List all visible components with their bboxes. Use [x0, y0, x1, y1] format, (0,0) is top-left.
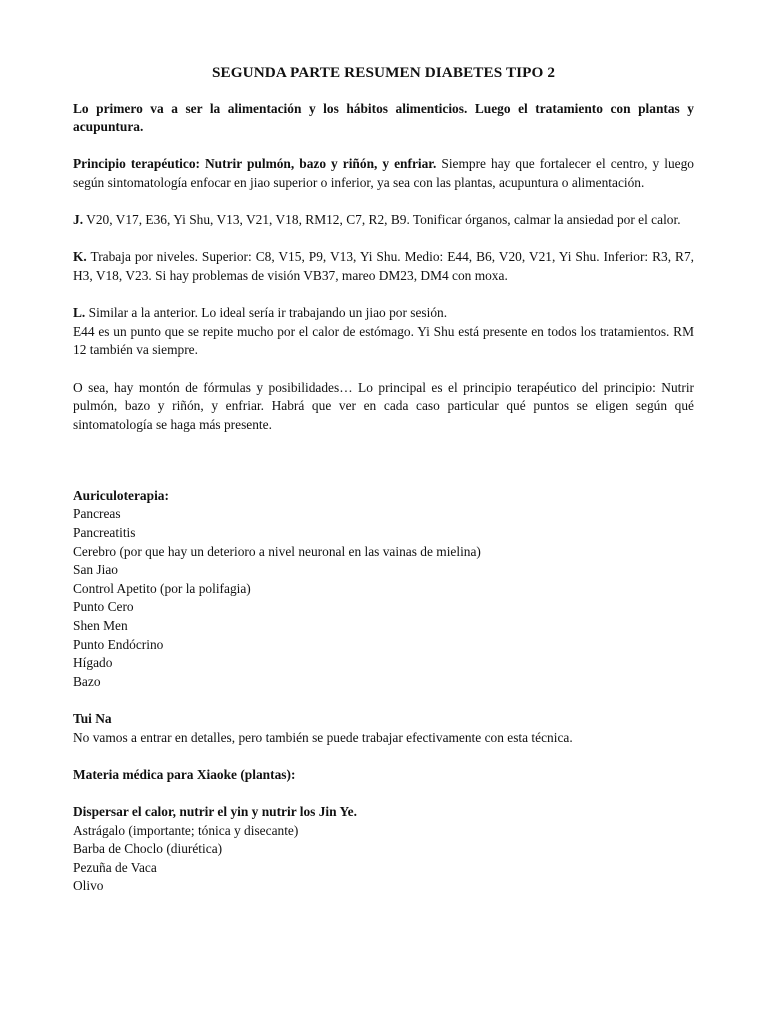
list-item: Pancreatitis — [73, 525, 136, 541]
list-item: Olivo — [73, 878, 104, 894]
list-item: Control Apetito (por la polifagia) — [73, 580, 251, 596]
principio-paragraph — [73, 155, 694, 192]
list-item: Punto Cero — [73, 599, 134, 615]
materia-heading: Materia médica para Xiaoke (plantas): — [73, 766, 296, 782]
tuina-section — [73, 710, 694, 747]
document-title: SEGUNDA PARTE RESUMEN DIABETES TIPO 2 — [211, 64, 556, 81]
dispersar-heading: Dispersar el calor, nutrir el yin y nutrir los Jin Ye. — [73, 803, 357, 819]
k-label: K. — [73, 249, 87, 265]
list-item: Punto Endócrino — [73, 636, 164, 652]
list-item: Barba de Choclo (diurética) — [73, 841, 223, 857]
auriculo-section — [73, 487, 694, 692]
spacer — [73, 453, 694, 487]
l-label: L. — [73, 305, 86, 321]
tuina-heading: Tui Na — [73, 711, 112, 726]
list-item: Shen Men — [73, 618, 128, 634]
list-item: Pezuña de Vaca — [73, 859, 157, 875]
k-paragraph — [73, 248, 694, 285]
l-line-1 — [73, 304, 694, 323]
j-label: J. — [73, 212, 84, 228]
dispersar-section — [73, 803, 694, 896]
principio-text: Siempre hay que fortalecer el centro, y luego según sintomatología enfocar en jiao superior o inferior, ya sea con las plantas, acupuntura o alimentación. — [73, 156, 694, 190]
auriculo-heading: Auriculoterapia: — [73, 487, 169, 503]
l-text: Similar a la anterior. Lo ideal sería ir trabajando un jiao por sesión. — [85, 305, 448, 321]
intro-paragraph: Lo primero va a ser la alimentación y los hábitos alimenticios. Luego el tratamiento con plantas y acupuntura. — [73, 100, 694, 135]
list-item: Bazo — [73, 673, 101, 689]
list-item: Cerebro (por que hay un deterioro a nivel neuronal en las vainas de mielina) — [73, 543, 481, 559]
j-text: V20, V17, E36, Yi Shu, V13, V21, V18, RM12, C7, R2, B9. Tonificar órganos, calmar la ansiedad por el calor. — [83, 212, 681, 228]
summary-paragraph: O sea, hay montón de fórmulas y posibilidades… Lo principal es el principio terapéutico del principio: Nutrir pulmón, bazo y riñón, y enfriar. Habrá que ver en cada caso particular qué puntos se eligen según qué sintomatología se haga más presente. — [73, 379, 694, 432]
list-item: Astrágalo (importante; tónica y disecante) — [73, 822, 299, 838]
j-paragraph — [73, 211, 694, 230]
document-page — [73, 64, 694, 915]
list-item: Hígado — [73, 655, 113, 671]
tuina-text: No vamos a entrar en detalles, pero también se puede trabajar efectivamente con esta técnica. — [73, 729, 573, 745]
l-paragraph — [73, 304, 694, 360]
principio-label: Principio terapéutico: Nutrir pulmón, bazo y riñón, y enfriar. — [73, 156, 437, 172]
list-item: San Jiao — [73, 562, 119, 578]
l-text-2: E44 es un punto que se repite mucho por el calor de estómago. Yi Shu está presente en todos los tratamientos. RM 12 también va siempre. — [73, 323, 694, 358]
list-item: Pancreas — [73, 506, 121, 522]
k-text: Trabaja por niveles. Superior: C8, V15, P9, V13, Yi Shu. Medio: E44, B6, V20, V21, Yi Shu. Inferior: R3, R7, H3, V18, V23. Si hay problemas de visión VB37, mareo DM23, DM4 con moxa. — [73, 249, 694, 283]
materia-section — [73, 766, 694, 785]
